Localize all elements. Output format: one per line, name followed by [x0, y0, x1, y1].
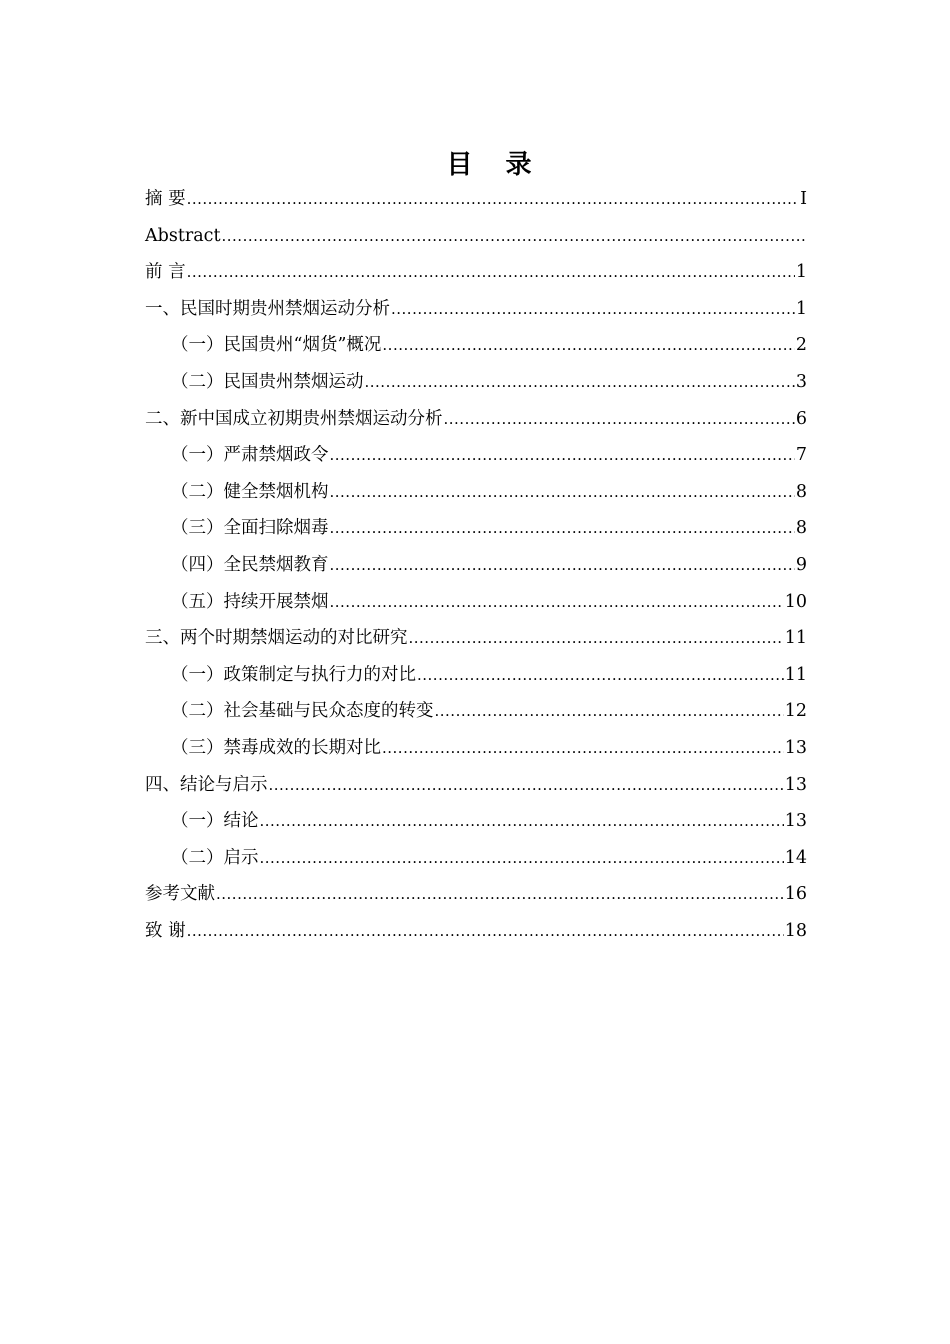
table-of-contents: [145, 181, 807, 949]
toc-page-number: 8: [795, 518, 807, 539]
toc-entry-preface[interactable]: [145, 254, 807, 291]
toc-page-number: 7: [795, 445, 807, 466]
toc-leader-dots: [382, 730, 784, 767]
toc-entry-label: （三）全面扫除烟毒: [171, 518, 329, 539]
toc-entry-references[interactable]: [145, 876, 807, 913]
toc-page-number: 13: [784, 774, 807, 795]
toc-page-number: 13: [784, 811, 807, 832]
toc-entry-abstract-cn[interactable]: [145, 181, 807, 218]
toc-entry-label: （二）健全禁烟机构: [171, 481, 329, 502]
toc-entry-label: （五）持续开展禁烟: [171, 591, 329, 612]
toc-entry-section-3-1[interactable]: [145, 657, 807, 694]
toc-entry-label: Abstract: [145, 225, 221, 246]
toc-leader-dots: [187, 254, 795, 291]
toc-entry-label: （四）全民禁烟教育: [171, 554, 329, 575]
toc-leader-dots: [260, 840, 784, 877]
toc-leader-dots: [417, 657, 784, 694]
toc-entry-section-2-2[interactable]: [145, 474, 807, 511]
toc-entry-label: （一）民国贵州“烟货”概况: [171, 335, 382, 356]
toc-entry-section-1-2[interactable]: [145, 364, 807, 401]
toc-entry-section-2-5[interactable]: [145, 584, 807, 621]
toc-entry-label: （一）结论: [171, 811, 259, 832]
toc-page-number: 10: [784, 591, 807, 612]
toc-entry-section-2-3[interactable]: [145, 510, 807, 547]
toc-page-number: 2: [795, 335, 807, 356]
toc-page-number: 14: [784, 847, 807, 868]
toc-page-number: 13: [784, 737, 807, 758]
toc-entry-label: （三）禁毒成效的长期对比: [171, 737, 381, 758]
toc-entry-acknowledgements[interactable]: [145, 913, 807, 950]
page-title: 目 录: [446, 150, 544, 181]
toc-page-number: 9: [795, 554, 807, 575]
toc-leader-dots: [330, 437, 795, 474]
toc-entry-label: （一）严肃禁烟政令: [171, 445, 329, 466]
toc-page-number: 3: [795, 371, 807, 392]
toc-entry-label: （二）社会基础与民众态度的转变: [171, 701, 434, 722]
toc-page-number: I: [800, 189, 807, 209]
toc-entry-abstract-en[interactable]: [145, 218, 807, 255]
toc-leader-dots: [330, 474, 795, 511]
toc-page-number: 1: [795, 298, 807, 319]
toc-page-number: 16: [784, 884, 807, 905]
toc-page-number: 12: [784, 701, 807, 722]
toc-leader-dots: [216, 876, 784, 913]
toc-entry-section-4-1[interactable]: [145, 803, 807, 840]
toc-page-number: 18: [784, 920, 807, 941]
toc-entry-section-2-1[interactable]: [145, 437, 807, 474]
toc-entry-chapter-2[interactable]: [145, 401, 807, 438]
toc-entry-label: 四、结论与启示: [145, 774, 268, 795]
toc-entry-label: 一、民国时期贵州禁烟运动分析: [145, 298, 390, 319]
toc-entry-chapter-4[interactable]: [145, 767, 807, 804]
toc-entry-label: 二、新中国成立初期贵州禁烟运动分析: [145, 408, 443, 429]
toc-leader-dots: [260, 803, 784, 840]
toc-entry-chapter-3[interactable]: [145, 620, 807, 657]
toc-leader-dots: [330, 547, 795, 584]
toc-page-number: 6: [795, 408, 807, 429]
toc-entry-section-3-2[interactable]: [145, 693, 807, 730]
toc-page-number: 8: [795, 481, 807, 502]
toc-entry-label: 前 言: [145, 262, 186, 283]
toc-page-number: 11: [784, 628, 807, 649]
toc-page-number: 11: [784, 664, 807, 685]
toc-page-number: 1: [795, 262, 807, 283]
toc-leader-dots: [187, 913, 784, 950]
toc-entry-label: 参考文献: [145, 884, 215, 905]
toc-leader-dots: [444, 401, 795, 438]
toc-entry-label: （一）政策制定与执行力的对比: [171, 664, 416, 685]
toc-leader-dots: [330, 584, 784, 621]
toc-leader-dots: [330, 510, 795, 547]
toc-leader-dots: [187, 181, 800, 218]
toc-leader-dots: [382, 327, 794, 364]
toc-entry-label: （二）民国贵州禁烟运动: [171, 371, 364, 392]
toc-entry-section-2-4[interactable]: [145, 547, 807, 584]
toc-leader-dots: [269, 767, 784, 804]
toc-entry-label: 摘 要: [145, 189, 186, 209]
toc-entry-section-4-2[interactable]: [145, 840, 807, 877]
toc-leader-dots: [365, 364, 795, 401]
toc-entry-label: 致 谢: [145, 920, 186, 941]
toc-leader-dots: [435, 693, 784, 730]
toc-leader-dots: [391, 291, 795, 328]
toc-entry-chapter-1[interactable]: [145, 291, 807, 328]
toc-entry-label: （二）启示: [171, 847, 259, 868]
toc-entry-section-3-3[interactable]: [145, 730, 807, 767]
toc-leader-dots: [222, 218, 807, 255]
toc-entry-section-1-1[interactable]: [145, 327, 807, 364]
toc-entry-label: 三、两个时期禁烟运动的对比研究: [145, 628, 408, 649]
toc-leader-dots: [409, 620, 784, 657]
